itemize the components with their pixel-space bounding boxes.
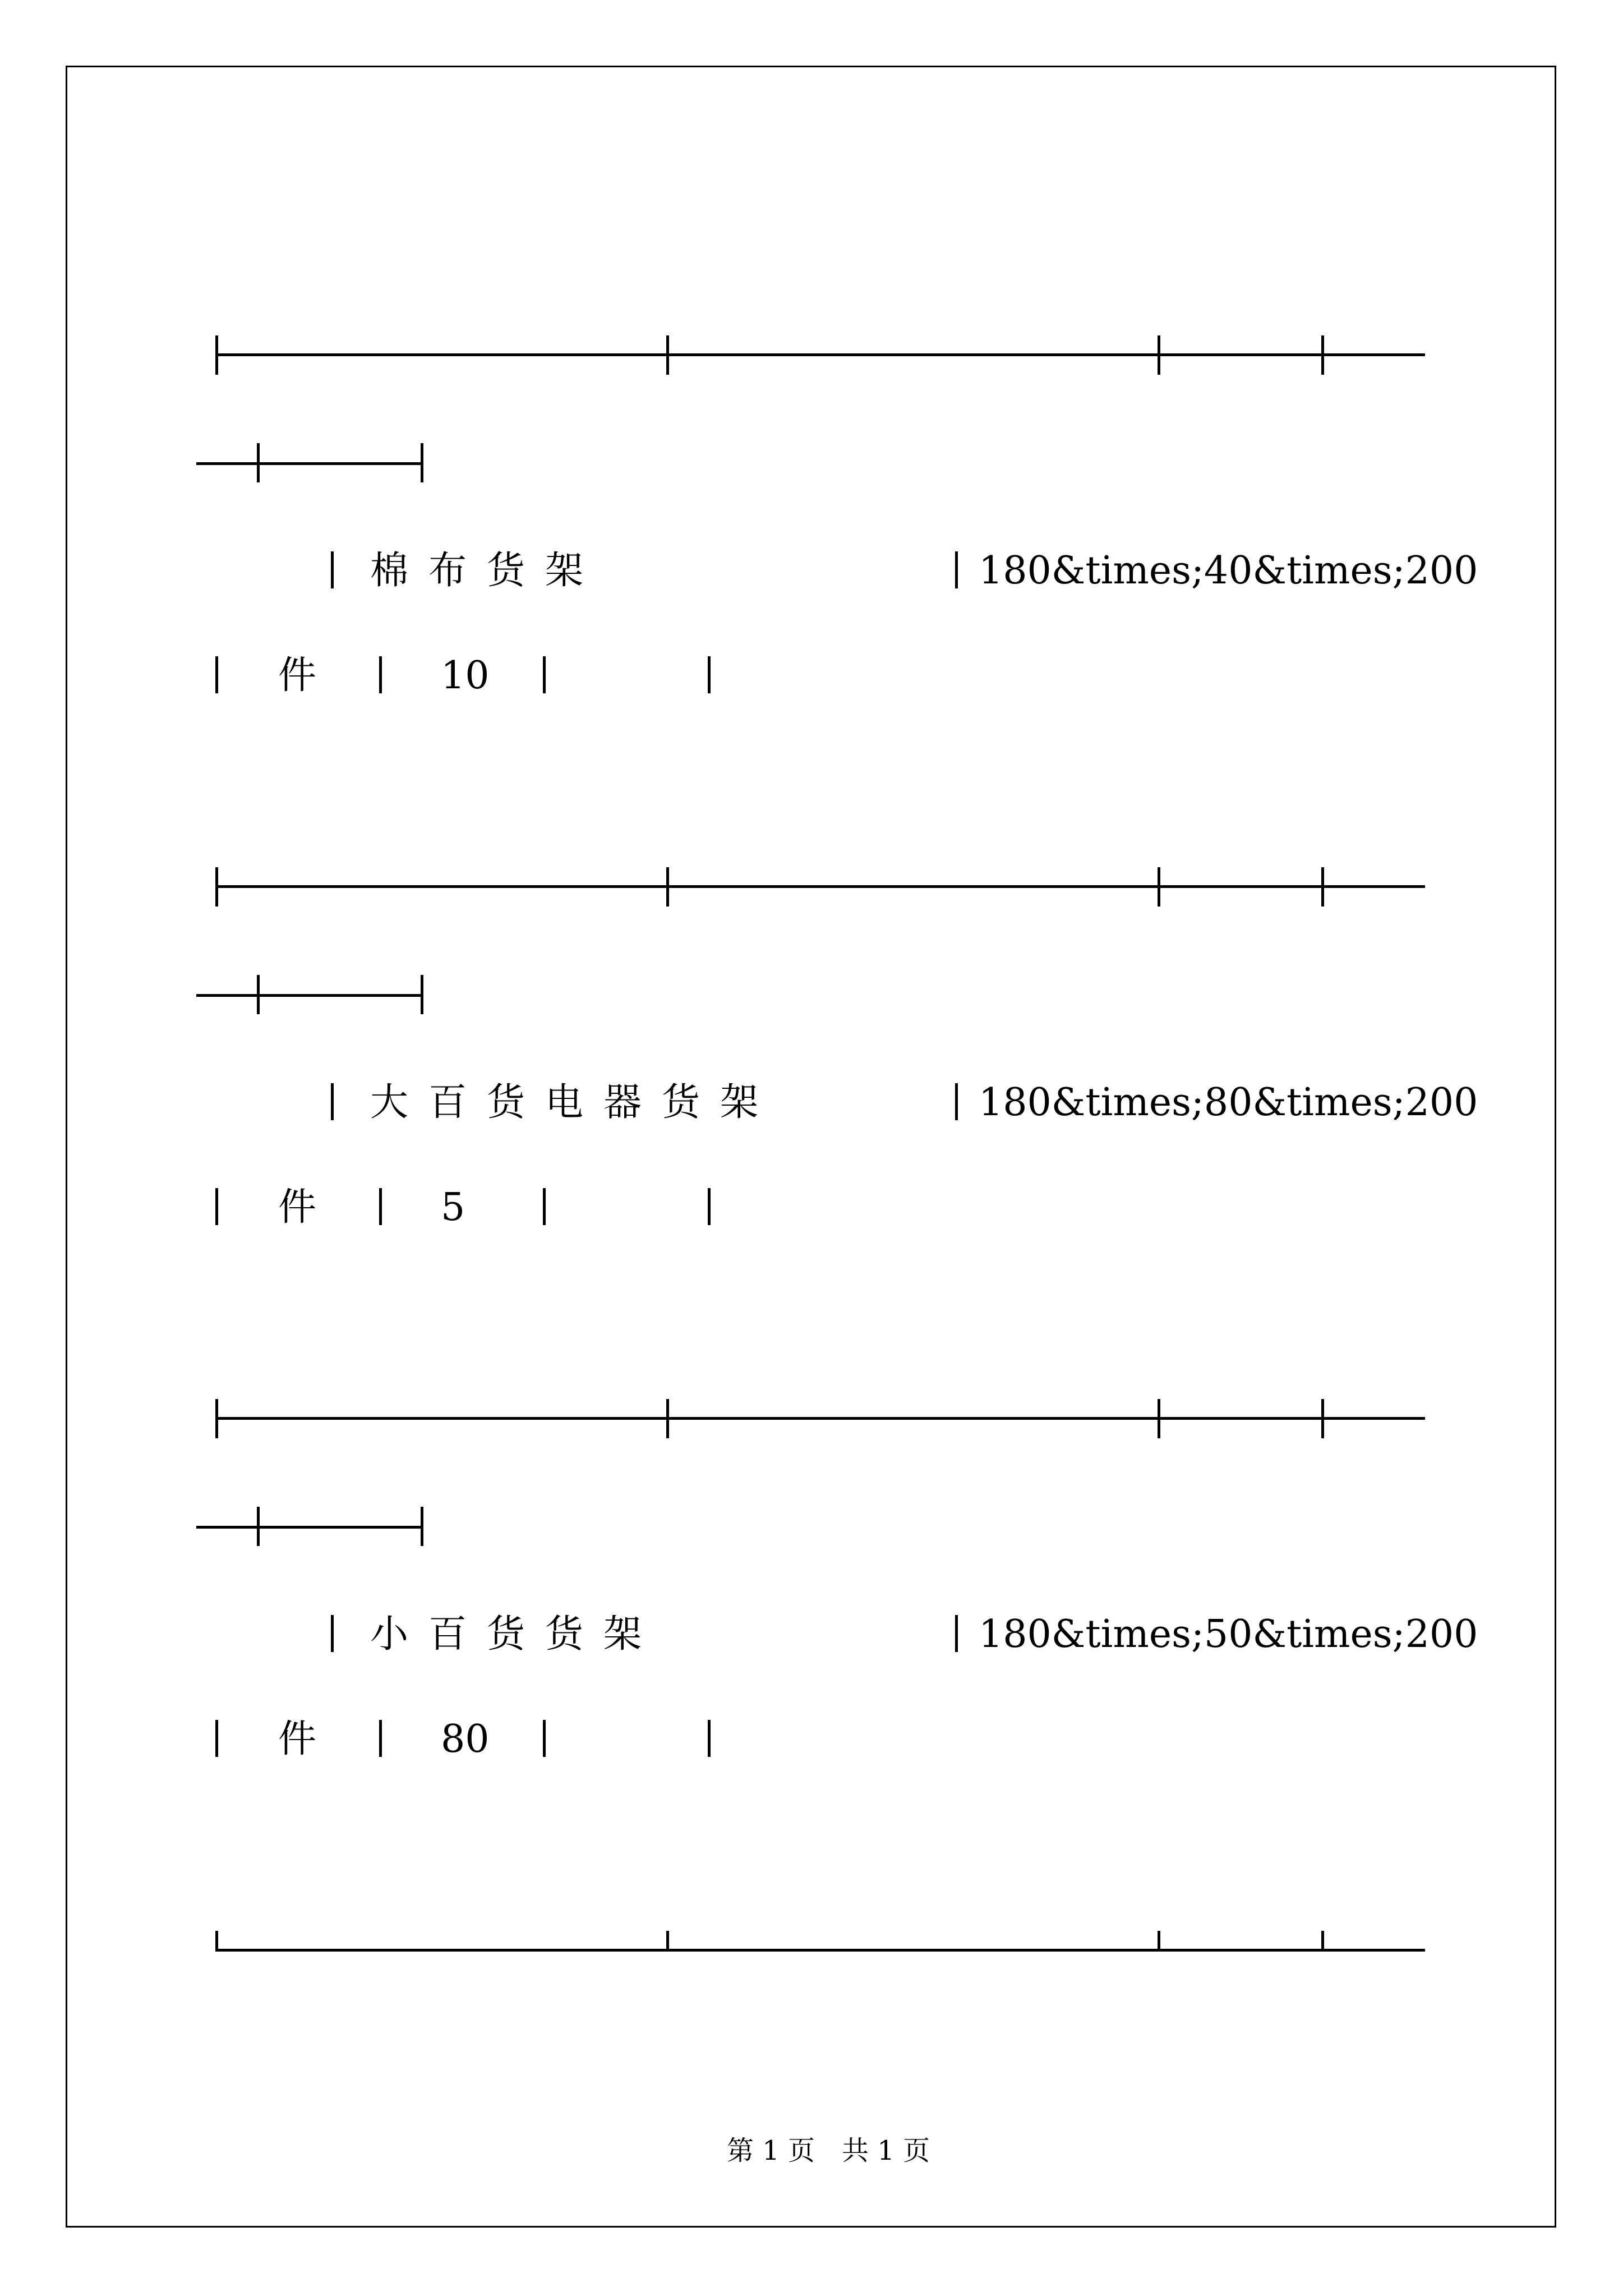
item-spec: 180&times;80&times;200	[979, 1080, 1478, 1125]
item-quantity: 5	[441, 1185, 465, 1230]
item-spec: 180&times;40&times;200	[979, 549, 1478, 593]
item-quantity: 80	[441, 1717, 490, 1761]
item-name: 大百货电器货架	[370, 1080, 779, 1125]
item-unit: 件	[278, 654, 317, 698]
item-name: 小百货货架	[370, 1612, 662, 1657]
item-unit: 件	[278, 1185, 317, 1230]
item-spec: 180&times;50&times;200	[979, 1612, 1478, 1657]
item-quantity: 10	[441, 654, 490, 698]
item-name: 棉布货架	[370, 549, 604, 593]
page-number-footer: 第 1 页 共 1 页	[727, 2135, 930, 2166]
item-unit: 件	[278, 1717, 317, 1761]
page-frame	[66, 66, 1556, 2228]
